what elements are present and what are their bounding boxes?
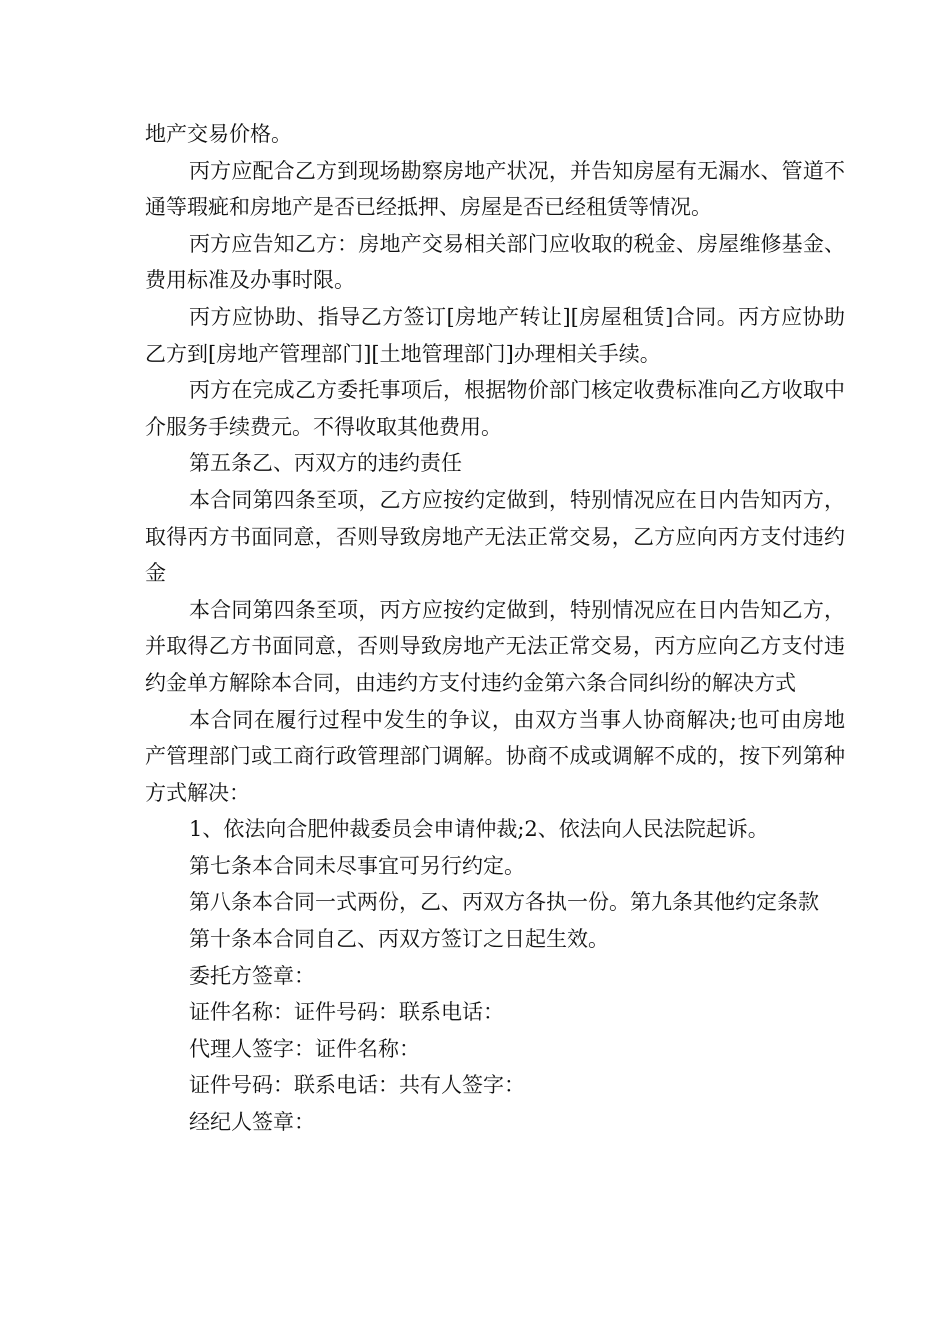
section-heading: 第五条乙、丙双方的违约责任 [189, 451, 462, 476]
paragraph: 丙方在完成乙方委托事项后，根据物价部门核定收费标准向乙方收取中介服务手续费元。不得收取其他费用。 [145, 378, 845, 439]
paragraph: 丙方应告知乙方：房地产交易相关部门应收取的税金、房屋维修基金、费用标准及办事时限。 [145, 231, 845, 293]
section-heading: 第七条本合同未尽事宜可另行约定。 [189, 853, 525, 878]
document-page [145, 116, 845, 1141]
paragraph: 丙方应协助、指导乙方签订[房地产转让][房屋租赁]合同。丙方应协助乙方到[房地产管理部门][土地管理部门]办理相关手续。 [145, 304, 845, 366]
paragraph: 本合同在履行过程中发生的争议，由双方当事人协商解决;也可由房地产管理部门或工商行政管理部门调解。协商不成或调解不成的，按下列第种方式解决： [145, 707, 845, 805]
signature-line: 证件名称：证件号码：联系电话： [189, 1000, 504, 1025]
paragraph: 本合同第四条至项，丙方应按约定做到，特别情况应在日内告知乙方，并取得乙方书面同意，否则导致房地产无法正常交易，丙方应向乙方支付违约金单方解除本合同，由违约方支付违约金第六条合同纠纷的解决方式 [145, 597, 845, 695]
signature-line: 代理人签字：证件名称： [189, 1036, 420, 1061]
signature-line: 委托方签章： [189, 963, 315, 988]
signature-line: 经纪人签章： [189, 1110, 315, 1135]
section-heading: 第十条本合同自乙、丙双方签订之日起生效。 [189, 927, 609, 952]
paragraph: 本合同第四条至项，乙方应按约定做到，特别情况应在日内告知丙方，取得丙方书面同意，否则导致房地产无法正常交易，乙方应向丙方支付违约金 [145, 487, 845, 586]
paragraph: 丙方应配合乙方到现场勘察房地产状况，并告知房屋有无漏水、管道不通等瑕疵和房地产是否已经抵押、房屋是否已经租赁等情况。 [145, 158, 845, 220]
paragraph: 地产交易价格。 [145, 122, 292, 146]
section-heading: 第八条本合同一式两份，乙、丙双方各执一份。第九条其他约定条款 [189, 890, 819, 915]
signature-line: 证件号码：联系电话：共有人签字： [189, 1073, 525, 1098]
paragraph: 1、依法向合肥仲裁委员会申请仲裁;2、依法向人民法院起诉。 [189, 817, 769, 842]
